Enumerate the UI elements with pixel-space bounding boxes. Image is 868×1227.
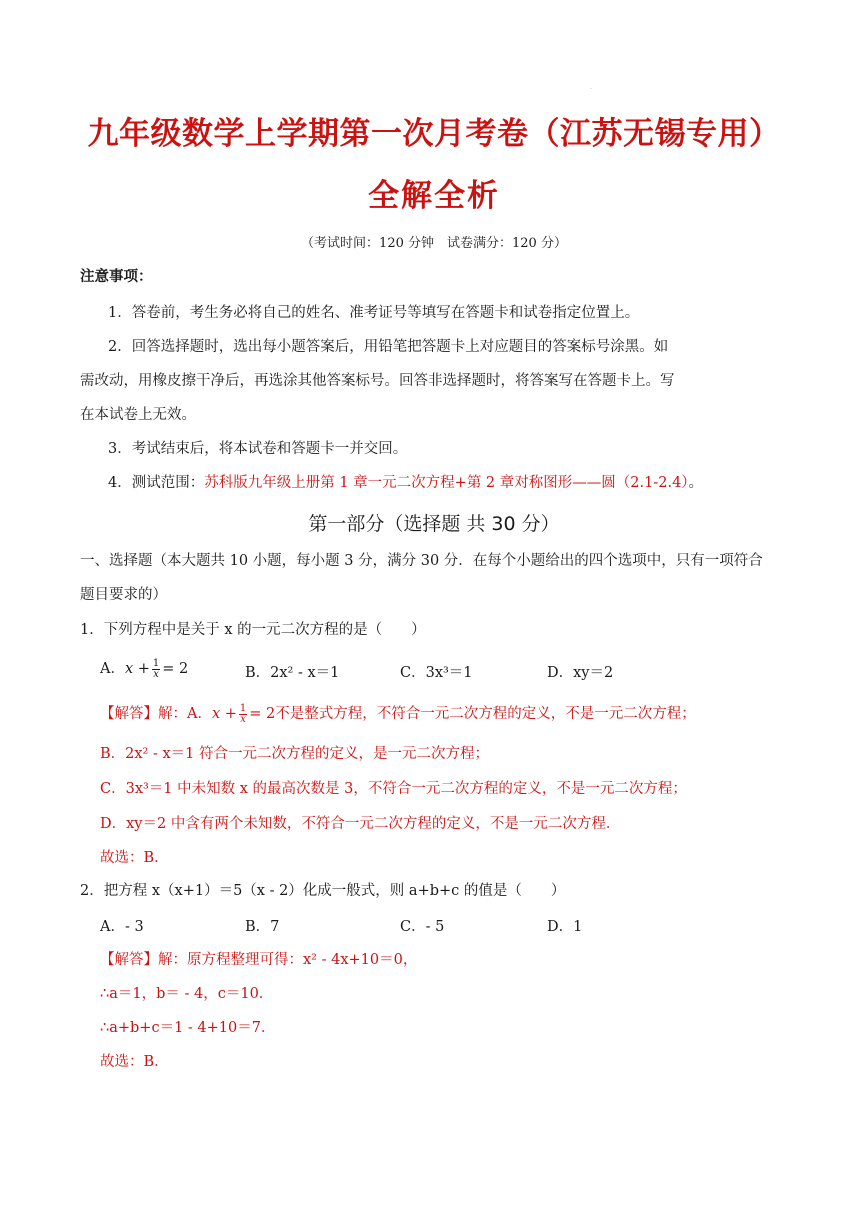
question-1-answer-c: C．3x³＝1 中未知数 x 的最高次数是 3，不符合一元二次方程的定义，不是一元二次方程；	[100, 781, 687, 797]
section-intro-line1: 一、选择题（本大题共 10 小题，每小题 3 分，满分 30 分．在每个小题给出的四个选项中，只有一项符合	[80, 553, 763, 569]
question-1-answer-a	[100, 703, 696, 725]
question-1-option-d: D．xy＝2	[547, 665, 614, 681]
note-4-prefix: 4．测试范围：	[108, 475, 205, 491]
answer-lead: 解：A．	[158, 706, 212, 722]
question-2-option-c: C．- 5	[400, 919, 445, 935]
answer-var: x +	[211, 706, 237, 722]
note-4	[108, 472, 703, 494]
note-2-line1: 2．回答选择题时，选出每小题答案后，用铅笔把答题卡上对应题目的答案标号涂黑。如	[108, 339, 669, 355]
question-2-answer-line2: ∴a＝1，b＝ - 4，c＝10．	[100, 986, 274, 1002]
answer-fraction-numerator: 1	[239, 702, 247, 714]
question-2-option-d: D．1	[547, 919, 583, 935]
answer-tag: 【解答】	[100, 706, 158, 722]
question-1-option-a	[100, 657, 188, 680]
question-2-stem: 2．把方程 x（x+1）＝5（x - 2）化成一般式，则 a+b+c 的值是（ ）	[80, 883, 566, 899]
question-1-answer-b: B．2x² - x＝1 符合一元二次方程的定义，是一元二次方程；	[100, 746, 489, 762]
question-2-answer-line3: ∴a+b+c＝1 - 4+10＝7．	[100, 1020, 276, 1036]
exam-info: （考试时间：120 分钟 试卷满分：120 分）	[301, 236, 567, 251]
answer-a-rest: = 2不是整式方程，不符合一元二次方程的定义，不是一元二次方程；	[249, 706, 696, 722]
question-2-answer-line1	[100, 949, 417, 971]
corner-mark: ·	[590, 86, 592, 93]
option-a-rhs: = 2	[162, 661, 189, 677]
question-2-choice: 故选：B．	[100, 1054, 169, 1070]
fraction-denominator: x	[153, 668, 159, 680]
option-a-var: x +	[124, 661, 150, 677]
answer-line1-text: 解：原方程整理可得：x² - 4x+10＝0，	[158, 952, 418, 968]
question-2-option-a: A．- 3	[100, 919, 144, 935]
question-1-choice-text: 故选：B．	[100, 850, 169, 866]
question-1-stem: 1．下列方程中是关于 x 的一元二次方程的是（ ）	[80, 622, 426, 638]
note-2-line3: 在本试卷上无效。	[80, 407, 196, 423]
option-a-label: A．	[100, 661, 125, 677]
answer-fraction	[239, 704, 247, 725]
page-subtitle: 全解全析	[368, 178, 500, 214]
note-3: 3．考试结束后，将本试卷和答题卡一并交回。	[108, 441, 408, 457]
fraction-one-over-x	[152, 659, 160, 680]
notes-heading: 注意事项：	[80, 269, 153, 285]
page-title: 九年级数学上学期第一次月考卷（江苏无锡专用）	[87, 116, 781, 152]
note-2-line2: 需改动，用橡皮擦干净后，再选涂其他答案标号。回答非选择题时，将答案写在答题卡上。写	[80, 373, 675, 389]
answer-tag: 【解答】	[100, 952, 158, 968]
section-title: 第一部分（选择题 共 30 分）	[308, 513, 560, 535]
note-1: 1．答卷前，考生务必将自己的姓名、准考证号等填写在答题卡和试卷指定位置上。	[108, 305, 640, 321]
note-4-scope: 苏科版九年级上册第 1 章一元二次方程+第 2 章对称图形——圆（2.1-2.4）	[204, 475, 689, 491]
question-1-option-c: C．3x³＝1	[400, 665, 473, 681]
question-1-choice	[100, 847, 169, 869]
question-2-option-b: B．7	[245, 919, 280, 935]
answer-fraction-denominator: x	[240, 713, 246, 725]
fraction-numerator: 1	[152, 657, 160, 669]
question-1-answer-d: D．xy＝2 中含有两个未知数，不符合一元二次方程的定义，不是一元二次方程．	[100, 816, 621, 832]
note-4-suffix: 。	[688, 475, 704, 491]
question-1-option-b: B．2x² - x＝1	[245, 665, 340, 681]
section-intro-line2: 题目要求的）	[80, 587, 167, 603]
